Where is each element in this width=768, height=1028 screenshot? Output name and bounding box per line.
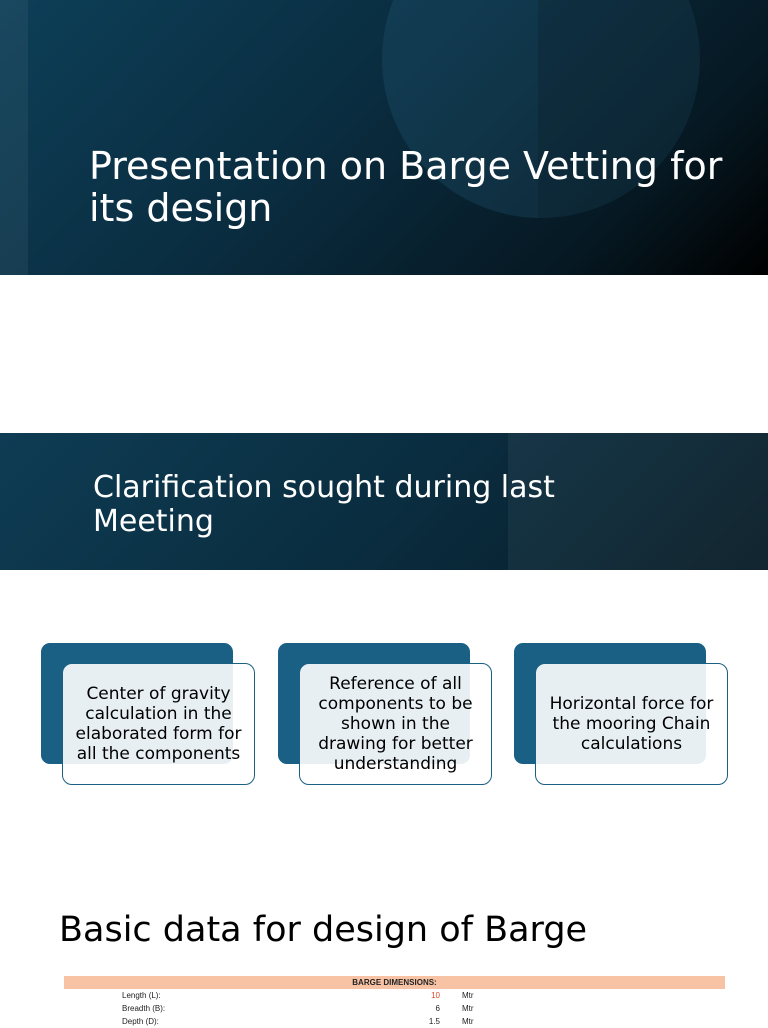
barge-dimensions-table: [64, 976, 725, 1028]
row-label: Depth (D):: [122, 1017, 159, 1026]
clarification-box-2: [278, 643, 494, 787]
left-stripe: [0, 0, 28, 275]
section-title: Clarification sought during last Meeting: [93, 470, 555, 539]
box-text: Horizontal force for the mooring Chain calculations: [535, 663, 728, 785]
slide-clarification-header: [0, 433, 768, 570]
table-header: BARGE DIMENSIONS:: [64, 976, 725, 989]
table-row: [64, 989, 725, 1002]
table-row: [64, 1015, 725, 1028]
row-unit: Mtr: [462, 1017, 474, 1026]
row-label: Length (L):: [122, 991, 161, 1000]
table-row: [64, 1002, 725, 1015]
box-text: Center of gravity calculation in the elaborated form for all the components: [62, 663, 255, 785]
row-label: Breadth (B):: [122, 1004, 166, 1013]
basic-data-title: Basic data for design of Barge: [59, 910, 588, 950]
row-unit: Mtr: [462, 991, 474, 1000]
presentation-title: Presentation on Barge Vetting for its design: [89, 144, 723, 230]
clarification-box-1: [41, 643, 257, 787]
clarification-box-3: [514, 643, 730, 787]
row-value: 10: [431, 991, 440, 1000]
row-unit: Mtr: [462, 1004, 474, 1013]
slide-title: [0, 0, 768, 275]
box-text: Reference of all components to be shown in the drawing for better understanding: [299, 663, 492, 785]
row-value: 1.5: [428, 1017, 440, 1026]
row-value: 6: [435, 1004, 440, 1013]
